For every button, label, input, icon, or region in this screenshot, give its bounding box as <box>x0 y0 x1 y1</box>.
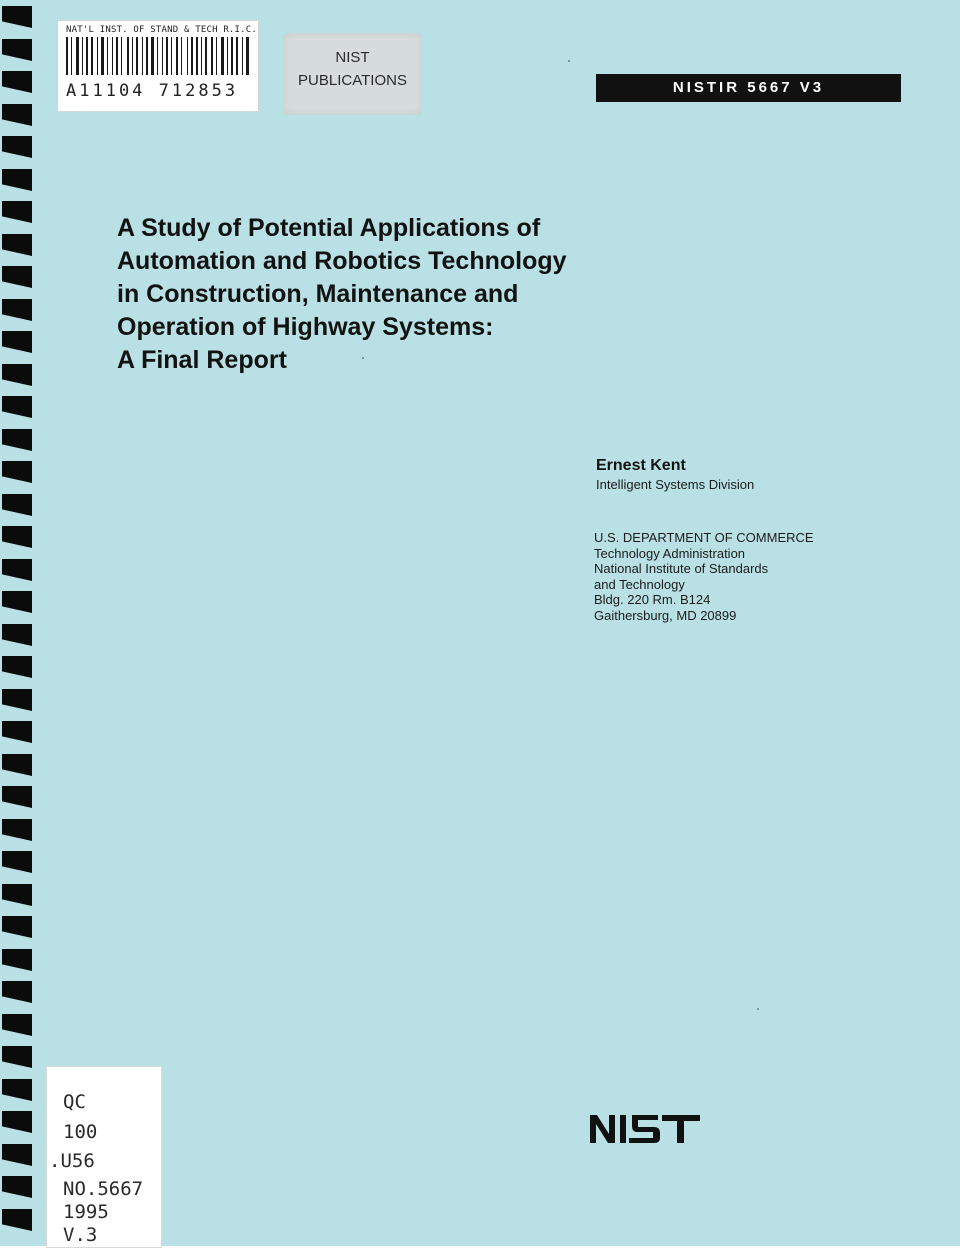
barcode-bar <box>66 37 68 75</box>
barcode-bar <box>146 37 148 75</box>
barcode-bar <box>76 37 79 75</box>
barcode-bar <box>121 37 122 75</box>
binding-coil <box>2 786 32 808</box>
barcode-bar <box>97 37 98 75</box>
barcode-bar <box>132 37 133 75</box>
binding-coil <box>2 656 32 678</box>
binding-coil <box>2 721 32 743</box>
barcode-bar <box>71 37 72 75</box>
stamp-line-1: NIST <box>335 49 370 66</box>
call-number-line: QC <box>63 1091 86 1113</box>
barcode-bar <box>166 37 168 75</box>
title-line: Operation of Highway Systems: <box>117 313 494 341</box>
barcode-bar <box>231 37 233 75</box>
binding-coil <box>2 461 32 483</box>
barcode-bar <box>227 37 228 75</box>
binding-coil <box>2 1079 32 1101</box>
report-title <box>117 212 677 377</box>
paper-speck <box>757 1008 759 1010</box>
binding-coil <box>2 234 32 256</box>
binding-coil <box>2 1176 32 1198</box>
binding-coil <box>2 39 32 61</box>
nist-logo-icon <box>588 1112 702 1144</box>
binding-coil <box>2 299 32 321</box>
author-block <box>596 456 936 494</box>
barcode-bar <box>181 37 182 75</box>
barcode-bar <box>162 37 163 75</box>
title-line: in Construction, Maintenance and <box>117 280 519 308</box>
binding-coil <box>2 591 32 613</box>
spiral-binding <box>0 0 40 1246</box>
binding-coil <box>2 851 32 873</box>
title-line: A Study of Potential Applications of <box>117 214 541 242</box>
binding-coil <box>2 559 32 581</box>
barcode-bar <box>221 37 224 75</box>
title-line: A Final Report <box>117 346 287 374</box>
stamp-line-2: PUBLICATIONS <box>298 72 407 89</box>
binding-coil <box>2 1046 32 1068</box>
binding-coil <box>2 364 32 386</box>
barcode-bar <box>216 37 217 75</box>
binding-coil <box>2 819 32 841</box>
author-name: Ernest Kent <box>596 457 686 474</box>
binding-coil <box>2 331 32 353</box>
barcode-number: A11104 712853 <box>66 81 239 101</box>
binding-coil <box>2 1209 32 1231</box>
report-number-banner: NISTIR 5667 V3 <box>596 74 901 102</box>
binding-coil <box>2 1014 32 1036</box>
nist-publications-stamp <box>283 33 422 115</box>
binding-coil <box>2 104 32 126</box>
barcode-bar <box>127 37 129 75</box>
call-number-line: NO.5667 <box>63 1178 144 1200</box>
barcode-bar <box>151 37 154 75</box>
author-division: Intelligent Systems Division <box>596 477 755 492</box>
binding-coil <box>2 494 32 516</box>
barcode-bar <box>196 37 198 75</box>
barcode-bar <box>157 37 158 75</box>
call-number-line: 100 <box>63 1121 98 1143</box>
binding-coil <box>2 754 32 776</box>
address-line: and Technology <box>594 576 685 592</box>
barcode-bar <box>142 37 143 75</box>
binding-coil <box>2 396 32 418</box>
address-line: U.S. DEPARTMENT OF COMMERCE <box>594 530 814 545</box>
binding-coil <box>2 71 32 93</box>
barcode-bar <box>116 37 118 75</box>
binding-coil <box>2 136 32 158</box>
agency-address <box>594 530 934 623</box>
barcode-bar <box>176 37 178 75</box>
barcode-bar <box>242 37 243 75</box>
barcode-bar <box>82 37 83 75</box>
address-line: Bldg. 220 Rm. B124 <box>594 592 711 607</box>
barcode-bar <box>136 37 138 75</box>
address-line: Gaithersburg, MD 20899 <box>594 607 737 623</box>
barcode-bar <box>211 37 213 75</box>
barcode-label <box>57 20 259 112</box>
barcode-bar <box>107 37 108 75</box>
barcode-bar <box>205 37 207 75</box>
barcode-bar <box>112 37 113 75</box>
barcode-bar <box>201 37 202 75</box>
binding-coil <box>2 981 32 1003</box>
paper-speck <box>568 60 570 62</box>
call-number-line: .U56 <box>49 1150 95 1172</box>
paper-speck <box>362 357 364 359</box>
barcode-bar <box>101 37 104 75</box>
barcode-org-text: NAT'L INST. OF STAND & TECH R.I.C. <box>66 25 258 35</box>
binding-coil <box>2 1144 32 1166</box>
binding-coil <box>2 526 32 548</box>
binding-coil <box>2 916 32 938</box>
binding-coil <box>2 949 32 971</box>
binding-coil <box>2 201 32 223</box>
barcode-bar <box>187 37 188 75</box>
call-number-label <box>46 1066 162 1248</box>
barcode-bar <box>171 37 172 75</box>
address-line: National Institute of Standards <box>594 561 769 576</box>
call-number-line: 1995 <box>63 1201 109 1223</box>
binding-coil <box>2 169 32 191</box>
binding-coil <box>2 266 32 288</box>
binding-coil <box>2 6 32 28</box>
address-line: Technology Administration <box>594 545 746 561</box>
title-line: Automation and Robotics Technology <box>117 247 567 275</box>
binding-coil <box>2 624 32 646</box>
call-number-line: V.3 <box>63 1224 98 1246</box>
binding-coil <box>2 1111 32 1133</box>
barcode-bar <box>236 37 238 75</box>
barcode-bar <box>91 37 93 75</box>
binding-coil <box>2 429 32 451</box>
barcode-bar <box>86 37 88 75</box>
binding-coil <box>2 884 32 906</box>
barcode-icon <box>64 37 250 75</box>
barcode-bar <box>191 37 193 75</box>
barcode-bar <box>246 37 249 75</box>
binding-coil <box>2 689 32 711</box>
